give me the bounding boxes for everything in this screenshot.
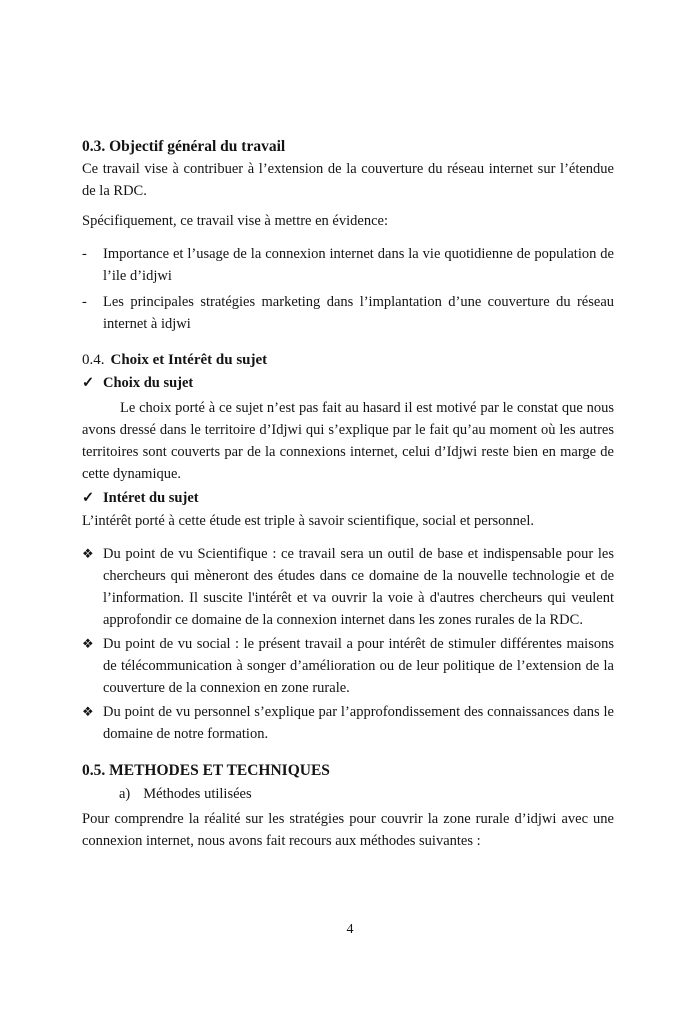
checkmark-icon: ✓	[82, 375, 95, 391]
diamond-bullet-icon: ❖	[82, 546, 94, 561]
list-item	[82, 701, 614, 745]
section-number: 0.4.	[82, 352, 105, 368]
list-item-text: Du point de vu personnel s’explique par l’approfondissement des connaissances dans le domaine de notre formation.	[103, 704, 614, 742]
paragraph-methodes: Pour comprendre la réalité sur les stratégies pour couvrir la zone rurale d’idjwi avec une connexion internet, nous avons fait recours aux méthodes suivantes :	[82, 811, 614, 849]
diamond-bullet-icon: ❖	[82, 636, 94, 651]
section-heading-0-3: 0.3. Objectif général du travail	[82, 138, 286, 155]
diamond-bullet-icon: ❖	[82, 704, 94, 719]
sub-item-letter: a)	[119, 786, 131, 802]
section-heading-0-5: 0.5. METHODES ET TECHNIQUES	[82, 762, 330, 779]
list-item-text: Du point de vu Scientifique : ce travail sera un outil de base et indispensable pour les chercheurs qui mèneront des études dans ce domaine de la nouvelle technologie et de l’information. Il suscite l'intérêt et va ouvrir la voie à d'autres chercheurs qui veulent approfondir ce domaine de la connexion internet dans les zones rurales de la RDC.	[103, 546, 614, 628]
document-content	[82, 136, 614, 852]
section-heading-0-4	[82, 349, 614, 371]
dash-bullet-list	[82, 243, 614, 335]
check-item-label: Intéret du sujet	[103, 490, 199, 506]
paragraph-interet: L’intérêt porté à cette étude est triple à savoir scientifique, social et personnel.	[82, 513, 535, 529]
list-item-text: Les principales stratégies marketing dans l’implantation d’une couverture du réseau internet à idjwi	[103, 294, 614, 332]
sub-item-label: Méthodes utilisées	[143, 786, 252, 802]
check-item-interet	[82, 487, 614, 509]
checkmark-icon: ✓	[82, 490, 95, 506]
check-item-label: Choix du sujet	[103, 375, 194, 391]
diamond-bullet-list	[82, 543, 614, 745]
list-item	[82, 291, 614, 335]
list-item	[82, 543, 614, 631]
list-item	[82, 633, 614, 699]
list-item-text: Importance et l’usage de la connexion internet dans la vie quotidienne de population de l’ile d’idjwi	[103, 246, 614, 284]
paragraph-choix: Le choix porté à ce sujet n’est pas fait au hasard il est motivé par le constat que nous avons dressé dans le territoire d’Idjwi qui s’explique par le fait qu’au moment où les autres territoires sont couverts par de la connexions internet, celui d’Idjwi reste bien en marge de cette dynamique.	[82, 400, 614, 482]
list-item-text: Du point de vu social : le présent travail a pour intérêt de stimuler différentes maisons de télécommunication à songer d’amélioration ou de leur politique de l’extension de la couverture de la connexion en zone rurale.	[103, 636, 614, 696]
check-item-choix	[82, 372, 614, 394]
section-heading-text: Choix et Intérêt du sujet	[110, 352, 268, 368]
list-item	[82, 243, 614, 287]
paragraph-specifiquement: Spécifiquement, ce travail vise à mettre en évidence:	[82, 213, 388, 229]
dash-bullet: -	[82, 246, 87, 262]
sub-item-a	[82, 783, 614, 805]
dash-bullet: -	[82, 294, 87, 310]
paragraph-objectif: Ce travail vise à contribuer à l’extension de la couverture du réseau internet sur l’étendue de la RDC.	[82, 161, 614, 199]
page-number: 4	[346, 922, 354, 937]
